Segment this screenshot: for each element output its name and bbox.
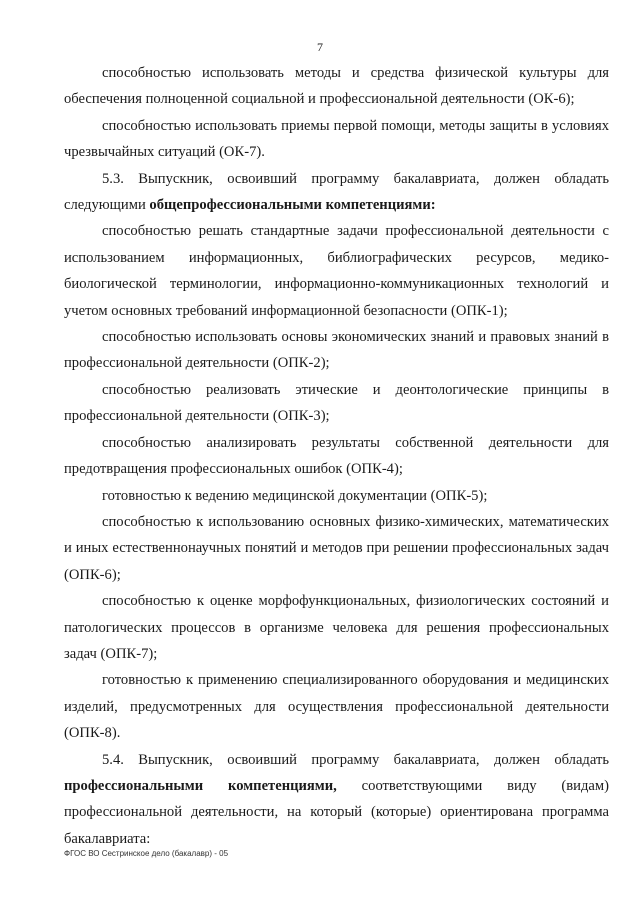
page-number: 7 xyxy=(317,40,323,54)
paragraph-opk-5: готовностью к ведению медицинской документации (ОПК-5); xyxy=(102,487,488,504)
paragraph-ok-6: способностью использовать методы и средства физической культуры для обеспечения полноценной социальной и профессиональной деятельности (ОК-6); xyxy=(64,65,609,108)
paragraph-opk-6: способностью к использованию основных физико-химических, математических и иных естественнонаучных понятий и методов при решении профессиональных задач (ОПК-6); xyxy=(64,513,609,583)
paragraph-ok-7: способностью использовать приемы первой помощи, методы защиты в условиях чрезвычайных ситуаций (ОК-7). xyxy=(64,117,609,161)
paragraph-opk-2: способностью использовать основы экономических знаний и правовых знаний в профессиональной деятельности (ОПК-2); xyxy=(64,329,609,372)
paragraph-opk-7: способностью к оценке морфофункциональных, физиологических состояний и патологических процессов в организме человека для решения профессиональных задач (ОПК-7); xyxy=(64,593,609,662)
paragraph-opk-3: способностью реализовать этические и деонтологические принципы в профессиональной деятельности (ОПК-3); xyxy=(64,381,609,425)
paragraph-5-4-text: 5.4. Выпускник, освоивший программу бакалавриата, должен обладать xyxy=(102,751,609,768)
paragraph-5-4-bold-term: профессиональными компетенциями, xyxy=(64,777,337,794)
paragraph-5-3-bold-term: общепрофессиональными компетенциями: xyxy=(149,197,436,214)
paragraph-5-4-tail: соответствующими виду (видам) профессиональной деятельности, на который (которые) ориентирована программа бакалавриата: xyxy=(64,777,609,847)
paragraph-5-3 xyxy=(64,166,609,219)
paragraph-opk-8: готовностью к применению специализированного оборудования и медицинских изделий, предусмотренных для осуществления профессиональной деятельности (ОПК-8). xyxy=(64,672,609,742)
document-body xyxy=(64,60,609,852)
paragraph-5-4 xyxy=(64,747,609,853)
page-footer: ФГОС ВО Сестринское дело (бакалавр) - 05 xyxy=(64,849,229,858)
paragraph-opk-4: способностью анализировать результаты собственной деятельности для предотвращения профессиональных ошибок (ОПК-4); xyxy=(64,434,609,478)
paragraph-opk-1: способностью решать стандартные задачи профессиональной деятельности с использованием информационных, библиографических ресурсов, медико-биологической терминологии, информационно-коммуникационных технологий и учетом основных требований информационной безопасности (ОПК-1); xyxy=(64,223,609,319)
paragraph-5-3-text: 5.3. Выпускник, освоивший программу бакалавриата, должен обладать следующими xyxy=(64,170,609,214)
